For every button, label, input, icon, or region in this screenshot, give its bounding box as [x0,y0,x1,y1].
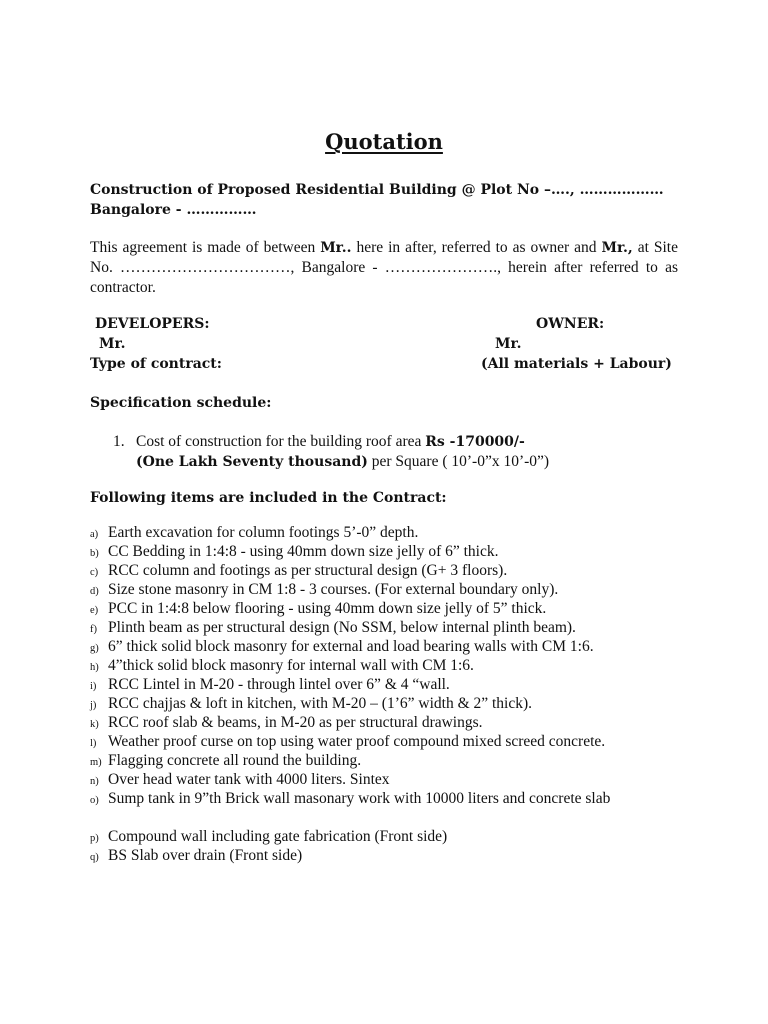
list-item [90,732,670,751]
list-item-marker: l) [90,738,97,749]
list-item-marker: a) [90,529,99,540]
list-item [90,846,670,865]
list-item-text: Earth excavation for column footings 5’-0” depth. [108,524,419,541]
list-item [90,751,670,770]
list-item [90,599,670,618]
list-item-marker: o) [90,795,99,806]
cost-item [113,432,593,472]
cost-words: (One Lakh Seventy thousand) [136,454,368,470]
agreement-text-1: This agreement is made of between [90,239,316,256]
list-item-text: Over head water tank with 4000 liters. Sintex [108,771,390,788]
list-item-text: RCC column and footings as per structural design (G+ 3 floors). [108,562,508,579]
agreement-text-3: at Site No. ……………………………, Bangalore - …………………., herein after referred to as contractor. [90,239,678,296]
list-item-marker: f) [90,624,97,635]
list-item [90,789,670,827]
cost-line-2 [113,452,593,472]
list-item [90,675,670,694]
list-item-marker: p) [90,833,99,844]
list-item-text: RCC Lintel in M-20 - through lintel over 6” & 4 “wall. [108,676,450,693]
page-title: Quotation [325,129,443,154]
included-heading: Following items are included in the Contract: [90,490,447,506]
included-items-list [90,523,670,865]
list-item-text: Size stone masonry in CM 1:8 - 3 courses. (For external boundary only). [108,581,559,598]
list-item-text: 4”thick solid block masonry for internal wall with CM 1:6. [108,657,474,674]
list-item [90,637,670,656]
list-item [90,561,670,580]
owner-name: Mr. [495,336,522,352]
contract-type-value: (All materials + Labour) [481,356,672,372]
list-item-text: Compound wall including gate fabrication (Front side) [108,828,448,845]
subject-line-2: Bangalore - …………… [90,202,257,218]
developers-label: DEVELOPERS: [95,316,210,332]
specification-heading: Specification schedule: [90,395,272,411]
list-item [90,713,670,732]
cost-amount: Rs -170000/- [425,434,525,450]
cost-text: Cost of construction for the building roof area [136,433,422,450]
list-item [90,827,670,846]
agreement-owner-mr: Mr.. [320,240,352,256]
list-item [90,694,670,713]
list-item-text: BS Slab over drain (Front side) [108,847,303,864]
list-item-marker: b) [90,548,99,559]
list-item-marker: h) [90,662,99,673]
list-item-marker: i) [90,681,97,692]
cost-line-1 [113,432,593,452]
list-item-text: 6” thick solid block masonry for external and load bearing walls with CM 1:6. [108,638,594,655]
subject [90,180,678,220]
list-item [90,523,670,542]
list-item-marker: j) [90,700,97,711]
list-item-marker: k) [90,719,99,730]
subject-line-1: Construction of Proposed Residential Building @ Plot No –…., ……………… [90,182,664,198]
list-item-marker: q) [90,852,99,863]
list-item-text: RCC roof slab & beams, in M-20 as per structural drawings. [108,714,483,731]
list-item-text: CC Bedding in 1:4:8 - using 40mm down size jelly of 6” thick. [108,543,499,560]
agreement-contractor-mr: Mr., [601,240,633,256]
list-item-marker: m) [90,757,102,768]
list-item-text: Sump tank in 9”th Brick wall masonary work with 10000 liters and concrete slab [108,790,611,807]
list-item-text: Plinth beam as per structural design (No SSM, below internal plinth beam). [108,619,576,636]
agreement-text-2: here in after, referred to as owner and [356,239,597,256]
list-item-marker: g) [90,643,99,654]
developers-name: Mr. [99,336,126,352]
list-item [90,542,670,561]
list-item-text: Flagging concrete all round the building. [108,752,362,769]
list-item [90,770,670,789]
list-item [90,618,670,637]
owner-label: OWNER: [536,316,605,332]
list-item [90,656,670,675]
contract-type-label: Type of contract: [90,356,222,372]
list-item-marker: c) [90,567,99,578]
cost-per: per Square ( 10’-0”x 10’-0”) [371,453,550,470]
list-item-text: PCC in 1:4:8 below flooring - using 40mm down size jelly of 5” thick. [108,600,547,617]
agreement-paragraph [90,238,678,298]
list-item-text: RCC chajjas & loft in kitchen, with M-20 – (1’6” width & 2” thick). [108,695,533,712]
list-item-text: Weather proof curse on top using water proof compound mixed screed concrete. [108,733,606,750]
list-item-marker: e) [90,605,99,616]
list-item [90,580,670,599]
list-item-marker: d) [90,586,99,597]
cost-number: 1. [113,433,125,450]
list-item-marker: n) [90,776,99,787]
